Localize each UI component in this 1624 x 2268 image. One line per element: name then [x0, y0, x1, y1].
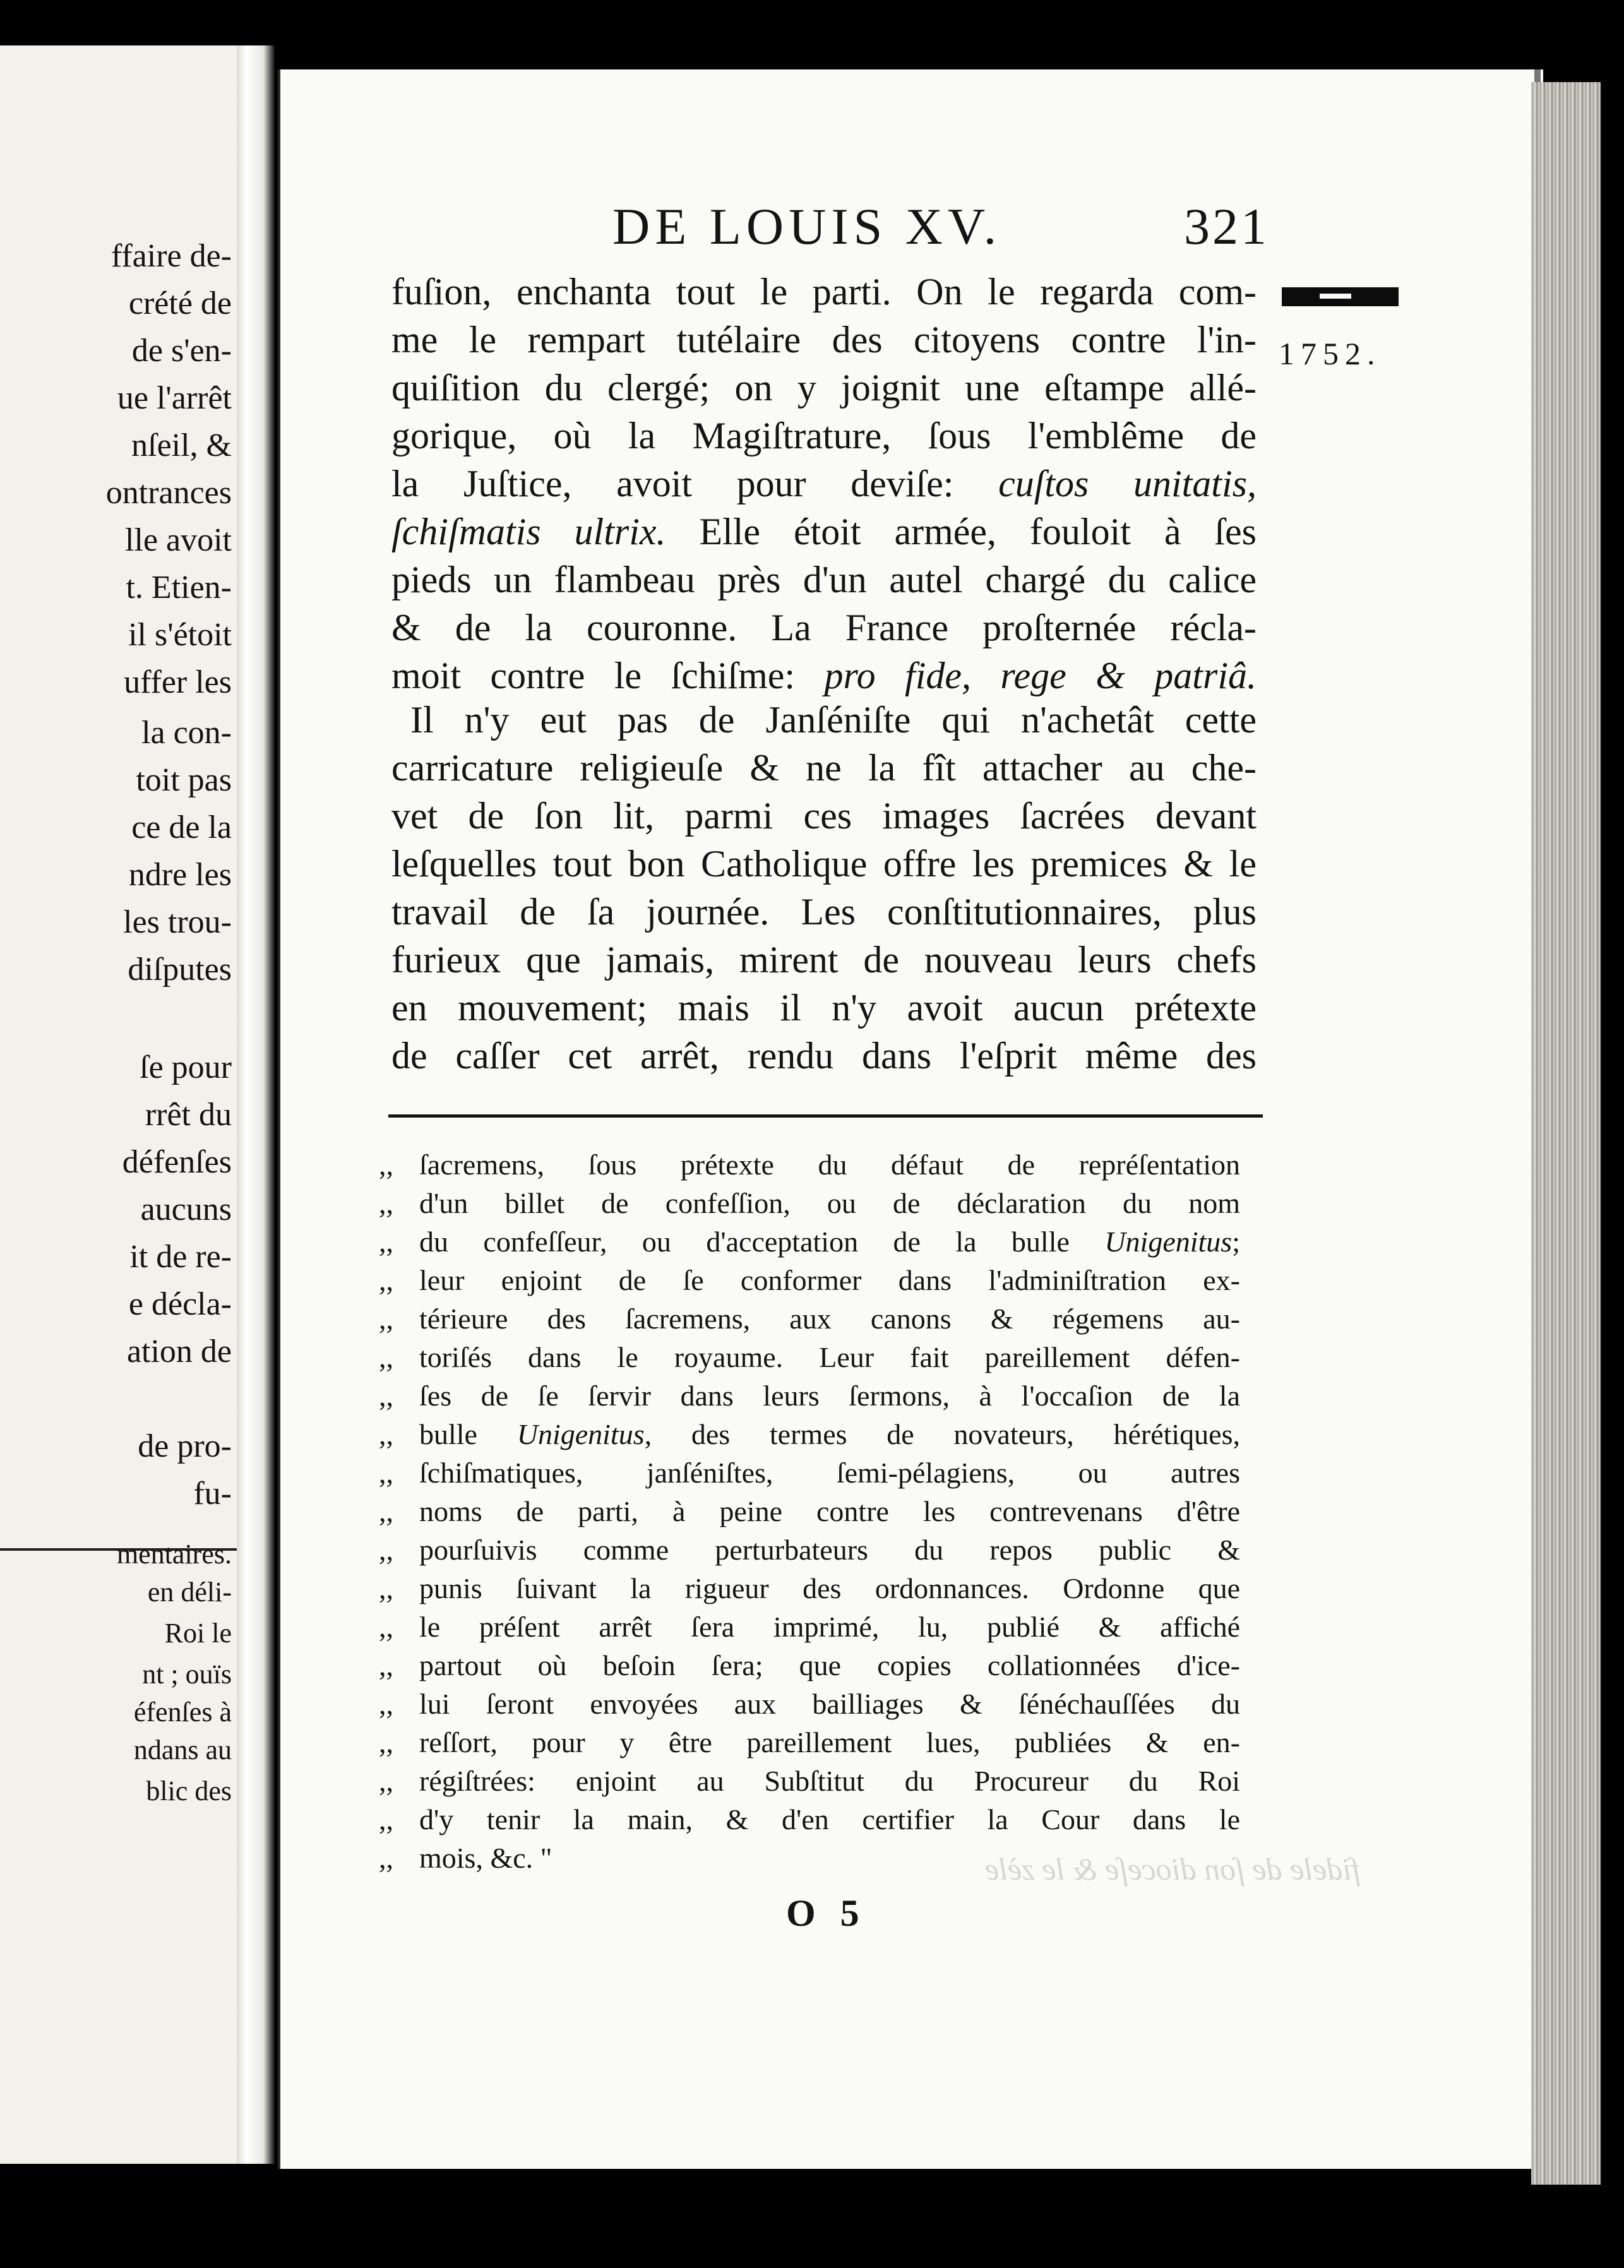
left-text-line: fu-: [193, 1476, 232, 1512]
left-text-line: la con-: [141, 715, 232, 751]
left-text-line: ue l'arrêt: [117, 380, 232, 416]
page-edges: [1531, 82, 1601, 2185]
body-line: quiſition du clergé; on y joignit une eſtampe allé-: [391, 367, 1257, 409]
quote-mark: ,,: [379, 1380, 393, 1412]
footnote-line: [379, 1382, 1247, 1411]
left-footnote-line: éfenſes à: [133, 1697, 232, 1728]
left-text-line: ndre les: [128, 857, 232, 893]
quote-mark: ,,: [379, 1303, 393, 1335]
left-text-line: toit pas: [136, 762, 232, 798]
footnote-line: [379, 1420, 1247, 1449]
left-footnote-line: en déli-: [147, 1577, 232, 1608]
left-text-line: it de re-: [129, 1239, 232, 1275]
left-text-line: e décla-: [128, 1286, 232, 1322]
left-footnote-line: ndans au: [133, 1734, 232, 1765]
footnote-text: térieure des ſacremens, aux canons & régemens au-: [419, 1303, 1240, 1335]
left-footnote-line: Roi le: [164, 1618, 232, 1649]
left-text-line: lle avoit: [125, 522, 232, 558]
margin-ornament: [1282, 287, 1399, 306]
body-line: gorique, où la Magiſtrature, ſous l'emblême de: [391, 415, 1257, 457]
body-line: Il n'y eut pas de Janſéniſte qui n'achetât cette: [410, 699, 1257, 741]
bleed-through-text: fidele de ſon dioceſe & le zèle: [985, 1851, 1361, 1887]
footnote-text: reſſort, pour y être pareillement lues, publiées & en-: [419, 1726, 1240, 1758]
footnote-text: punis ſuivant la rigueur des ordonnances. Ordonne que: [419, 1572, 1240, 1604]
footnote-text-span: , des termes de novateurs, hérétiques,: [644, 1418, 1240, 1450]
footnote-line: [379, 1227, 1247, 1256]
quote-mark: ,,: [379, 1264, 393, 1296]
body-line: de caſſer cet arrêt, rendu dans l'eſprit même des: [391, 1035, 1257, 1077]
footnote-text: le préſent arrêt ſera imprimé, lu, publié & affiché: [419, 1611, 1240, 1643]
left-text-line: ation de: [126, 1334, 232, 1370]
left-text-line: nſeil, &: [131, 427, 232, 463]
footnote-line: [379, 1150, 1247, 1179]
quote-mark: ,,: [379, 1611, 393, 1643]
body-text-span: la Juſtice, avoit pour deviſe:: [391, 463, 954, 504]
footnote-line: [379, 1651, 1247, 1680]
footnote-text: régiſtrées: enjoint au Subſtitut du Procureur du Roi: [419, 1765, 1240, 1797]
signature-mark: O 5: [786, 1892, 867, 1934]
latin-motto: cuſtos unitatis,: [998, 463, 1257, 504]
left-footnote-line: mentaires.: [116, 1539, 232, 1570]
latin-motto-2: pro fide, rege & patriâ.: [824, 655, 1257, 696]
footnote-line: [379, 1805, 1247, 1834]
body-line: furieux que jamais, mirent de nouveau leurs chefs: [391, 939, 1257, 981]
footnote-text: pourſuivis comme perturbateurs du repos public &: [419, 1534, 1240, 1566]
quote-mark: ,,: [379, 1572, 393, 1604]
footnote-line: [379, 1459, 1247, 1488]
footnote-text: [419, 1420, 1240, 1449]
footnote-line: [379, 1690, 1247, 1719]
left-footnote-line: nt ; ouïs: [142, 1659, 232, 1690]
footnote-line: [379, 1536, 1247, 1565]
footnote-text: d'un billet de confeſſion, ou de déclaration du nom: [419, 1187, 1240, 1219]
footnote-text: noms de parti, à peine contre les contrevenans d'être: [419, 1495, 1240, 1527]
left-text-line: rrêt du: [145, 1097, 232, 1133]
quote-mark: ,,: [379, 1187, 393, 1219]
page-number: 321: [1184, 198, 1269, 255]
footnote-text-span: du confeſſeur, ou d'acceptation de la bulle: [419, 1226, 1070, 1258]
quote-mark: ,,: [379, 1418, 393, 1450]
quote-mark: ,,: [379, 1534, 393, 1566]
body-line: [391, 465, 1257, 503]
footnote-line: [379, 1613, 1247, 1642]
footnote-line: [379, 1844, 1247, 1873]
body-text-span: Elle étoit armée, fouloit à ſes: [666, 511, 1257, 552]
footnote-text: leur enjoint de ſe conformer dans l'adminiſtration ex-: [419, 1264, 1240, 1296]
quote-mark: ,,: [379, 1726, 393, 1758]
quote-mark: ,,: [379, 1842, 393, 1874]
quote-mark: ,,: [379, 1688, 393, 1720]
quote-mark: ,,: [379, 1495, 393, 1527]
quote-mark: ,,: [379, 1341, 393, 1373]
footnote-text: [419, 1227, 1240, 1256]
body-line: [391, 657, 1257, 695]
footnote-text: ſacremens, ſous prétexte du défaut de repréſentation: [419, 1149, 1240, 1181]
left-text-line: défenſes: [122, 1144, 232, 1180]
left-text-line: crété de: [128, 285, 232, 321]
footnote-text: ſchiſmatiques, janſéniſtes, ſemi-pélagiens, ou autres: [419, 1457, 1240, 1489]
body-line: en mouvement; mais il n'y avoit aucun prétexte: [391, 987, 1257, 1029]
footnote-line: [379, 1266, 1247, 1295]
left-page: [0, 45, 238, 2164]
left-text-line: il s'étoit: [128, 617, 232, 653]
body-line: me le rempart tutélaire des citoyens contre l'in-: [391, 319, 1257, 361]
footnote-line: [379, 1767, 1247, 1796]
margin-year: 1752.: [1279, 336, 1382, 371]
body-line: [391, 513, 1257, 551]
body-line: travail de ſa journée. Les conſtitutionnaires, plus: [391, 891, 1257, 933]
body-line: vet de ſon lit, parmi ces images ſacrées devant: [391, 795, 1257, 837]
footnote-line: [379, 1574, 1247, 1603]
left-text-line: aucuns: [140, 1191, 232, 1227]
left-text-line: les trou-: [123, 904, 232, 940]
footnote-text: mois, &c. ": [419, 1842, 552, 1874]
bulle-title: Unigenitus: [1104, 1226, 1233, 1258]
left-text-line: uffer les: [124, 664, 232, 700]
left-text-line: de s'en-: [131, 333, 232, 369]
latin-motto-continued: ſchiſmatis ultrix.: [391, 511, 666, 552]
left-text-line: t. Etien-: [126, 570, 232, 606]
body-line: leſquelles tout bon Catholique offre les premices & le: [391, 843, 1257, 885]
quote-mark: ,,: [379, 1226, 393, 1258]
quote-mark: ,,: [379, 1803, 393, 1835]
body-line: fuſion, enchanta tout le parti. On le regarda com-: [391, 271, 1257, 313]
left-text-line: ce de la: [131, 809, 232, 845]
footnote-line: [379, 1304, 1247, 1334]
left-text-line: diſputes: [128, 952, 232, 988]
bulle-title: Unigenitus: [516, 1418, 645, 1450]
footnote-text-span: ;: [1232, 1226, 1240, 1258]
footnote-text: lui ſeront envoyées aux bailliages & ſénéchauſſées du: [419, 1688, 1240, 1720]
quote-mark: ,,: [379, 1765, 393, 1797]
left-text-line: ontrances: [105, 475, 232, 511]
gutter: [237, 45, 275, 2164]
body-text-span: moit contre le ſchiſme:: [391, 655, 796, 696]
running-title: DE LOUIS XV.: [612, 198, 1002, 255]
footnote-text-span: bulle: [419, 1418, 477, 1450]
left-text-line: de pro-: [138, 1428, 232, 1464]
left-text-line: ffaire de-: [110, 238, 232, 274]
footnote-line: [379, 1497, 1247, 1526]
footnote-line: [379, 1343, 1247, 1372]
footnote-text: d'y tenir la main, & d'en certifier la Cour dans le: [419, 1803, 1240, 1835]
quote-mark: ,,: [379, 1149, 393, 1181]
footnote-text: partout où beſoin ſera; que copies collationnées d'ice-: [419, 1649, 1240, 1681]
footnote-text: toriſés dans le royaume. Leur fait pareillement défen-: [419, 1341, 1240, 1373]
quote-mark: ,,: [379, 1649, 393, 1681]
left-footnote-line: blic des: [146, 1776, 232, 1806]
quote-mark: ,,: [379, 1457, 393, 1489]
footnote-line: [379, 1189, 1247, 1218]
footnote-line: [379, 1728, 1247, 1757]
body-line: & de la couronne. La France proſternée récla-: [391, 607, 1257, 648]
left-text-line: ſe pour: [140, 1049, 232, 1085]
body-line: carricature religieuſe & ne la fît attacher au che-: [391, 747, 1257, 789]
body-line: pieds un flambeau près d'un autel chargé du calice: [391, 559, 1257, 600]
footnote-rule: [388, 1114, 1263, 1118]
footnote-text: ſes de ſe ſervir dans leurs ſermons, à l'occaſion de la: [419, 1380, 1240, 1412]
